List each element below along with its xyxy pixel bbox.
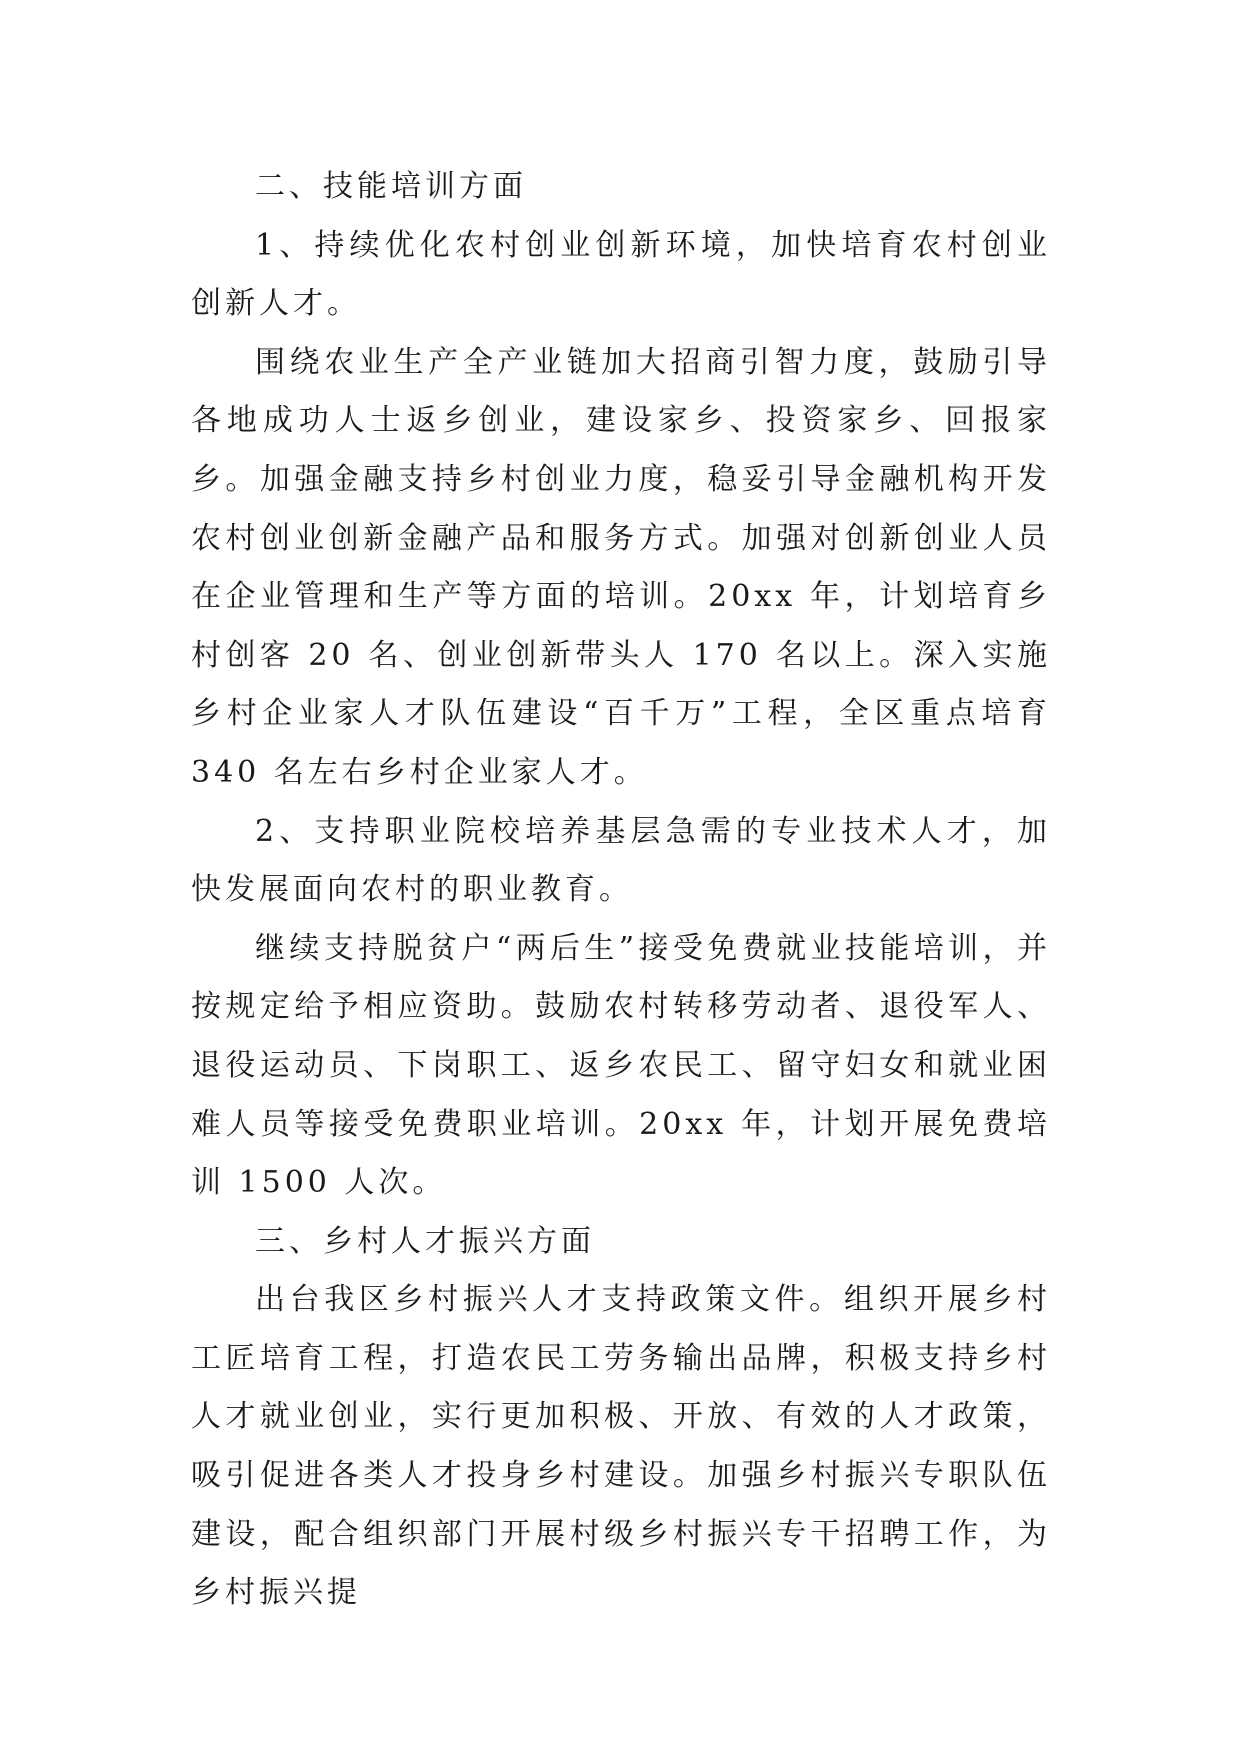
document-body	[191, 158, 1051, 1623]
section-heading-rural-talent: 三、乡村人才振兴方面	[255, 1223, 595, 1259]
paragraph-investment-training: 围绕农业生产全产业链加大招商引智力度，鼓励引导各地成功人士返乡创业，建设家乡、投资家乡、回报家乡。加强金融支持乡村创业力度，稳妥引导金融机构开发农村创业创新金融产品和服务方式。加强对创新创业人员在企业管理和生产等方面的培训。20xx 年，计划培育乡村创客 20 名、创业创新带头人 170 名以上。深入实施乡村企业家人才队伍建设“百千万”工程，全区重点培育 340 名左右乡村企业家人才。	[191, 344, 1051, 790]
paragraph-talent-policy: 出台我区乡村振兴人才支持政策文件。组织开展乡村工匠培育工程，打造农民工劳务输出品牌，积极支持乡村人才就业创业，实行更加积极、开放、有效的人才政策，吸引促进各类人才投身乡村建设。加强乡村振兴专职队伍建设，配合组织部门开展村级乡村振兴专干招聘工作，为乡村振兴提	[191, 1282, 1051, 1611]
paragraph-free-training: 继续支持脱贫户“两后生”接受免费就业技能培训，并按规定给予相应资助。鼓励农村转移劳动者、退役军人、退役运动员、下岗职工、返乡农民工、留守妇女和就业困难人员等接受免费职业培训。20xx 年，计划开展免费培训 1500 人次。	[191, 930, 1051, 1201]
section-heading-skills-training: 二、技能培训方面	[255, 169, 527, 204]
subheading-vocational-education: 2、支持职业院校培养基层急需的专业技术人才，加快发展面向农村的职业教育。	[191, 813, 1051, 908]
subheading-rural-entrepreneurship: 1、持续优化农村创业创新环境，加快培育农村创业创新人才。	[191, 227, 1051, 322]
